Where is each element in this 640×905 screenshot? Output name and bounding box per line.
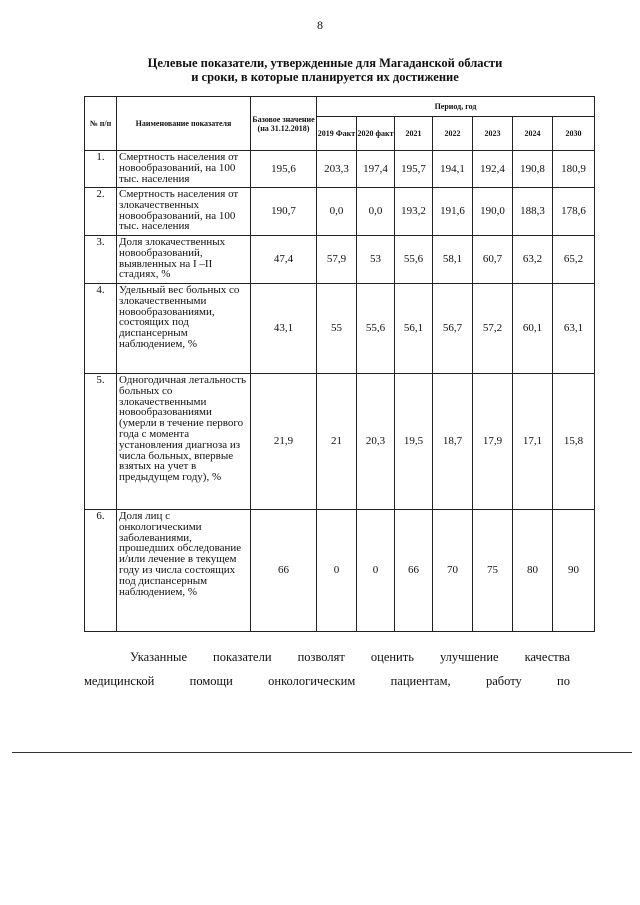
header-year: 2019 Факт [317,117,357,151]
base-value: 21,9 [251,374,317,510]
year-value: 180,9 [553,151,595,188]
year-value: 57,9 [317,236,357,284]
year-value: 194,1 [433,151,473,188]
title-line-1: Целевые показатели, утвержденные для Магаданской области [147,56,503,70]
base-value: 190,7 [251,188,317,236]
year-value: 0,0 [317,188,357,236]
indicator-name: Смертность населения от злокачественных новообразований, на 100 тыс. населения [117,188,251,236]
year-value: 90 [553,510,595,632]
base-value: 195,6 [251,151,317,188]
table-row [85,188,595,236]
target-indicators-table [84,96,595,632]
row-number: 5. [85,374,117,510]
year-value: 195,7 [395,151,433,188]
year-value: 21 [317,374,357,510]
header-year: 2030 [553,117,595,151]
year-value: 57,2 [473,284,513,374]
base-value: 66 [251,510,317,632]
base-value: 43,1 [251,284,317,374]
year-value: 20,3 [357,374,395,510]
year-value: 53 [357,236,395,284]
year-value: 17,1 [513,374,553,510]
page-divider [12,752,632,753]
year-value: 70 [433,510,473,632]
year-value: 18,7 [433,374,473,510]
header-number: № п/п [85,97,117,151]
year-value: 192,4 [473,151,513,188]
title-line-2: и сроки, в которые планируется их достижение [191,70,459,84]
table-row [85,374,595,510]
year-value: 188,3 [513,188,553,236]
header-period: Период, год [317,97,595,117]
year-value: 191,6 [433,188,473,236]
year-value: 190,0 [473,188,513,236]
year-value: 193,2 [395,188,433,236]
year-value: 63,1 [553,284,595,374]
year-value: 0 [357,510,395,632]
year-value: 56,7 [433,284,473,374]
year-value: 19,5 [395,374,433,510]
year-value: 203,3 [317,151,357,188]
row-number: 4. [85,284,117,374]
year-value: 56,1 [395,284,433,374]
year-value: 63,2 [513,236,553,284]
header-year: 2022 [433,117,473,151]
base-value: 47,4 [251,236,317,284]
indicator-name: Смертность населения от новообразований, на 100 тыс. населения [117,151,251,188]
year-value: 190,8 [513,151,553,188]
year-value: 60,7 [473,236,513,284]
header-year: 2023 [473,117,513,151]
year-value: 197,4 [357,151,395,188]
table-row [85,151,595,188]
table-row [85,284,595,374]
indicator-name: Доля лиц с онкологическими заболеваниями, прошедших обследование и/или лечение в текущем году из числа состоящих под диспансерным наблюдением, % [117,510,251,632]
page-number: 8 [317,18,323,32]
paragraph-line-2: медицинской помощи онкологическим пациентам, работу по [84,674,570,688]
indicator-name: Одногодичная летальность больных со злокачественными новообразованиями (умерли в течение первого года с момента установления диагноза из числа больных, впервые взятых на учет в предыдущем году), % [117,374,251,510]
indicator-name: Удельный вес больных со злокачественными новообразованиями, состоящих под диспансерным наблюдением, % [117,284,251,374]
year-value: 55 [317,284,357,374]
row-number: 6. [85,510,117,632]
year-value: 55,6 [395,236,433,284]
year-value: 17,9 [473,374,513,510]
year-value: 60,1 [513,284,553,374]
row-number: 2. [85,188,117,236]
header-base-value: Базовое значение (на 31.12.2018) [251,97,317,151]
year-value: 55,6 [357,284,395,374]
year-value: 178,6 [553,188,595,236]
paragraph-line-1: Указанные показатели позволят оценить улучшение качества [130,650,570,664]
row-number: 3. [85,236,117,284]
year-value: 15,8 [553,374,595,510]
table-row [85,236,595,284]
year-value: 58,1 [433,236,473,284]
header-name: Наименование показателя [117,97,251,151]
year-value: 75 [473,510,513,632]
year-value: 65,2 [553,236,595,284]
indicator-name: Доля злокачественных новообразований, выявленных на I –II стадиях, % [117,236,251,284]
year-value: 80 [513,510,553,632]
year-value: 0,0 [357,188,395,236]
header-year: 2021 [395,117,433,151]
table-row [85,510,595,632]
year-value: 0 [317,510,357,632]
year-value: 66 [395,510,433,632]
header-year: 2024 [513,117,553,151]
row-number: 1. [85,151,117,188]
document-title [90,56,560,84]
header-year: 2020 факт [357,117,395,151]
